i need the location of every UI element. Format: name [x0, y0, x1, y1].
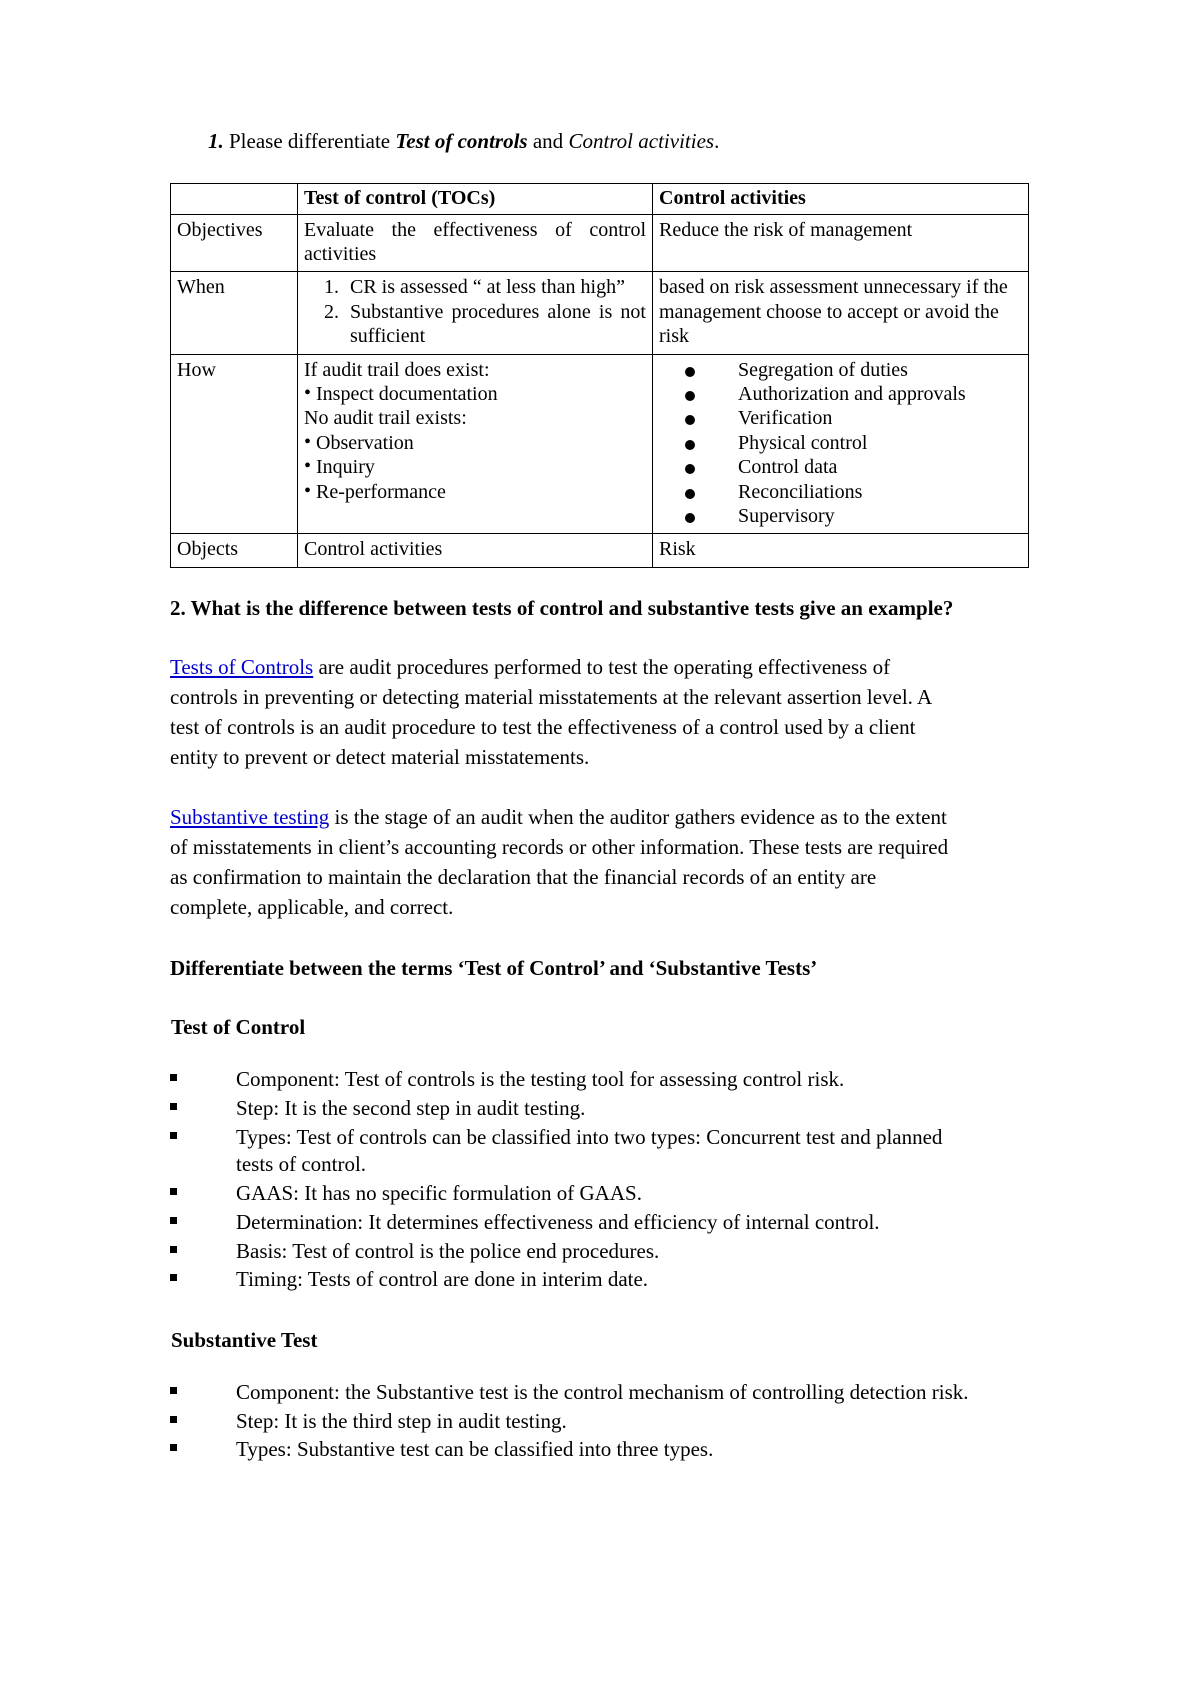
list-item: • Re-performance [304, 480, 646, 504]
table-row [171, 534, 1029, 567]
how-bullets-audit-trail-exists [304, 382, 646, 406]
tests-of-controls-link[interactable]: Tests of Controls [170, 655, 314, 680]
differentiate-heading: Differentiate between the terms ‘Test of Control’ and ‘Substantive Tests’ [170, 956, 818, 981]
paragraph-substantive-testing-text: is the stage of an audit when the auditor gathers evidence as to the extent of misstatements in client’s accounting records or other information. These tests are required as confirmation to maintain the declaration that the financial records of an entity are complete, applicable, and correct. [170, 805, 949, 920]
list-item-text: Step: It is the third step in audit testing. [236, 1408, 567, 1433]
list-item [170, 1095, 970, 1123]
row-when-ca: based on risk assessment unnecessary if the management choose to accept or avoid the risk [653, 272, 1029, 354]
row-label-how: How [171, 354, 298, 534]
row-objects-ca: Risk [653, 534, 1029, 567]
list-item-text: GAAS: It has no specific formulation of GAAS. [236, 1181, 642, 1206]
square-bullet-icon [170, 1274, 177, 1281]
list-item [170, 1436, 970, 1464]
row-objectives-toc: Evaluate the effectiveness of control activities [298, 214, 653, 272]
square-bullet-icon [170, 1132, 177, 1139]
list-item-text: Component: the Substantive test is the control mechanism of controlling detection risk. [236, 1379, 969, 1404]
square-bullet-icon [170, 1217, 177, 1224]
row-objects-toc: Control activities [298, 534, 653, 567]
square-bullet-icon [170, 1246, 177, 1253]
list-item: • Inquiry [304, 455, 646, 479]
test-of-control-list [170, 1066, 970, 1294]
row-label-when: When [171, 272, 298, 354]
square-bullet-icon [170, 1416, 177, 1423]
table-header-row [171, 184, 1029, 214]
square-bullet-icon [170, 1103, 177, 1110]
question-1-text-before: Please differentiate [223, 129, 396, 153]
how-line-no-audit-trail: No audit trail exists: [304, 407, 467, 430]
question-1-heading [208, 128, 1030, 154]
list-item: • Inspect documentation [304, 382, 646, 406]
how-line-audit-trail-exists: If audit trail does exist: [304, 358, 490, 381]
list-item: Verification [685, 406, 1022, 430]
how-bullets-no-audit-trail [304, 431, 646, 504]
question-1-number: 1. [208, 129, 224, 153]
list-item [170, 1066, 970, 1094]
list-item: Control data [685, 455, 1022, 479]
row-objectives-ca: Reduce the risk of management [653, 214, 1029, 272]
table-header-test-of-control: Test of control (TOCs) [298, 184, 653, 214]
list-item: Supervisory [685, 504, 1022, 528]
square-bullet-icon [170, 1387, 177, 1394]
list-item: Segregation of duties [685, 358, 1022, 382]
list-item: Authorization and approvals [685, 382, 1022, 406]
table-header-blank [171, 184, 298, 214]
list-item [170, 1209, 970, 1237]
list-item-text: Timing: Tests of control are done in interim date. [236, 1267, 649, 1292]
substantive-test-list [170, 1379, 970, 1464]
list-item: 1. CR is assessed “ at less than high” [344, 275, 646, 299]
table-header-control-activities: Control activities [653, 184, 1029, 214]
list-item-text: Determination: It determines effectiveness and efficiency of internal control. [236, 1209, 880, 1234]
test-of-control-heading: Test of Control [171, 1015, 306, 1040]
row-how-toc [298, 354, 653, 534]
square-bullet-icon [170, 1444, 177, 1451]
list-item [170, 1238, 970, 1266]
question-2-heading: 2. What is the difference between tests of control and substantive tests give an example? [170, 595, 954, 620]
list-item [170, 1379, 970, 1407]
comparison-table [170, 183, 1029, 567]
substantive-testing-link[interactable]: Substantive testing [170, 805, 330, 830]
row-how-ca [653, 354, 1029, 534]
row-label-objectives: Objectives [171, 214, 298, 272]
table-row [171, 354, 1029, 534]
list-item: Reconciliations [685, 480, 1022, 504]
row-label-objects: Objects [171, 534, 298, 567]
paragraph-tests-of-controls [170, 652, 960, 772]
list-item: • Observation [304, 431, 646, 455]
list-item-text: Component: Test of controls is the testing tool for assessing control risk. [236, 1067, 845, 1092]
control-activities-bullet-list [659, 358, 1022, 529]
list-item-text: Basis: Test of control is the police end procedures. [236, 1238, 660, 1263]
when-numbered-list [304, 275, 646, 348]
paragraph-tests-of-controls-text: are audit procedures performed to test the operating effectiveness of controls in preventing or detecting material misstatements at the relevant assertion level. A test of controls is an audit procedure to test the effectiveness of a control used by a client entity to prevent or detect material misstatements. [170, 655, 932, 770]
list-item [170, 1266, 970, 1294]
paragraph-substantive-testing [170, 802, 960, 922]
list-item-text: Types: Test of controls can be classified into two types: Concurrent test and planned tests of control. [236, 1124, 943, 1177]
list-item: Physical control [685, 431, 1022, 455]
list-item-text: Step: It is the second step in audit testing. [236, 1095, 586, 1120]
table-row [171, 272, 1029, 354]
table-row [171, 214, 1029, 272]
list-item [170, 1124, 970, 1179]
list-item [170, 1180, 970, 1208]
row-when-toc [298, 272, 653, 354]
question-1-bold-italic-term: Test of controls [395, 129, 528, 153]
question-1-text-after: . [714, 129, 720, 153]
square-bullet-icon [170, 1074, 177, 1081]
substantive-test-heading: Substantive Test [171, 1327, 318, 1352]
list-item-text: Types: Substantive test can be classified into three types. [236, 1437, 714, 1462]
square-bullet-icon [170, 1188, 177, 1195]
question-1-text-middle: and [527, 129, 569, 153]
list-item [170, 1408, 970, 1436]
question-1-italic-term: Control activities [568, 129, 715, 153]
list-item: 2. Substantive procedures alone is not sufficient [344, 300, 646, 349]
